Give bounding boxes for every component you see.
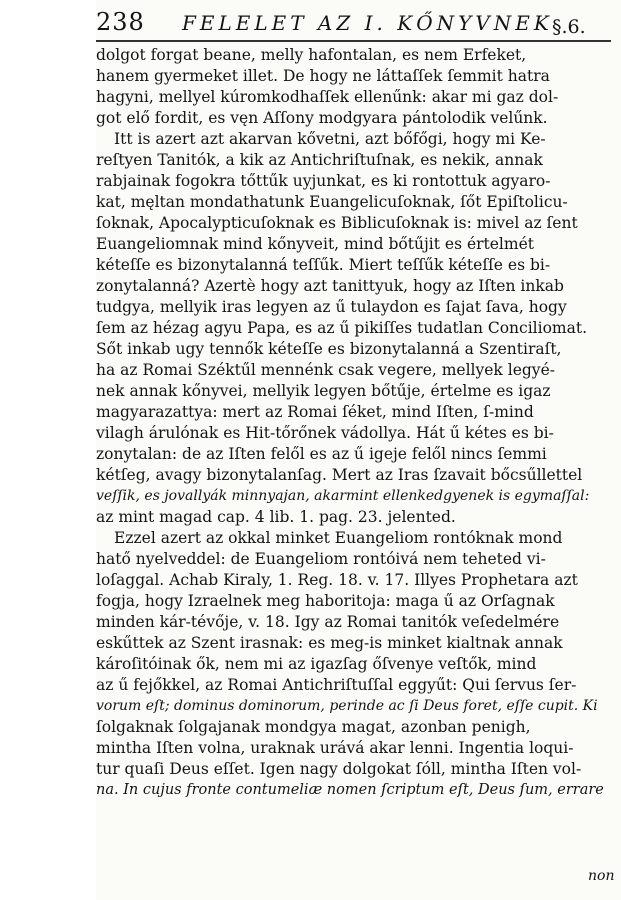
- text-line: hagyni, mellyel kúromkodhaſſek ellenűnk: akar mi gaz dol-: [96, 88, 559, 106]
- text-line: nek annak kőnyvei, mellyik legyen bőtűje, értelme es igaz: [96, 382, 551, 400]
- text-line: kat, męltan mondathatunk Euangelicuſoknak, ſőt Epiſtolicu-: [96, 193, 568, 211]
- text-line: Euangeliomnak mind kőnyveit, mind bőtűjit es értelmét: [96, 235, 534, 253]
- running-header: [96, 6, 616, 40]
- text-line: ha az Romai Széktűl mennénk csak vegere, mellyek legyé-: [96, 361, 555, 379]
- text-line: eskűttek az Szent irasnak: es meg-is minket kialtnak annak: [96, 634, 563, 652]
- text-line: got elő fordit, es vęn Aſſony modgyara pántolodik velűnk.: [96, 109, 548, 127]
- text-line: mintha Iſten volna, uraknak urává akar lenni. Ingentia loqui-: [96, 739, 574, 757]
- text-line: hatő nyelveddel: de Euangeliom rontóivá nem teheted vi-: [96, 550, 546, 568]
- text-line: vilagh árulónak es Hit-tőrőnek vádollya. Hát ű kétes es bi-: [96, 424, 554, 442]
- text-line: zonytalanná? Azertè hogy azt tanittyuk, hogy az Iſten inkab: [96, 277, 564, 295]
- text-line: minden kár-tévője, v. 18. Igy az Romai tanitók veſedelmére: [96, 613, 560, 631]
- text-line-italic: vorum eſt; dominus dominorum, perinde ac ſi Deus foret, eſſe cupit. Ki: [96, 698, 598, 714]
- text-line: hanem gyermeket illet. De hogy ne láttaſſek ſemmit hatra: [96, 67, 550, 85]
- running-title: FELELET AZ I. KŐNYVNEK: [182, 11, 553, 35]
- text-line-italic: na. In cujus fronte contumeliæ nomen ſcriptum eſt, Deus ſum, errare: [96, 782, 604, 798]
- text-line: az mint magad cap. 4 lib. 1. pag. 23. jelented.: [96, 508, 456, 526]
- text-line: loſaggal. Achab Kiraly, 1. Reg. 18. v. 17. Illyes Prophetara azt: [96, 571, 578, 589]
- text-line: magyarazattya: mert az Romai ſéket, mind Iſten, ſ-mind: [96, 403, 534, 421]
- text-line: tudgya, mellyik iras legyen az ű tulaydon es ſajat ſava, hogy: [96, 298, 567, 316]
- paragraph-start-line: Itt is azert azt akarvan kővetni, azt bőfőgi, hogy mi Ke-: [114, 130, 546, 148]
- paragraph-start-line: Ezzel azert az okkal minket Euangeliom rontóknak mond: [114, 529, 563, 547]
- text-line-italic: veſſik, es jovallyák minnyajan, akarmint ellenkedgyenek is egymaſſal:: [96, 488, 590, 504]
- text-line: rabjainak fogokra tőttűk uyjunkat, es ki rontottuk agyaro-: [96, 172, 551, 190]
- header-rule: [96, 40, 611, 42]
- section-mark: §.6.: [552, 16, 586, 38]
- text-line: ſem az hézag agyu Papa, es az ű pikiſſes tudatlan Conciliomat.: [96, 319, 588, 337]
- text-line: fogja, hogy Izraelnek meg haboritoja: maga ű az Orſagnak: [96, 592, 555, 610]
- text-line: dolgot forgat beane, melly hafontalan, es nem Erfeket,: [96, 46, 527, 64]
- page-number: 238: [96, 8, 145, 36]
- text-line: zonytalan: de az Iſten felől es az ű igeje felől nincs ſemmi: [96, 445, 547, 463]
- text-line: tur quaſi Deus eſſet. Igen nagy dolgokat ſóll, mintha Iſten vol-: [96, 760, 582, 778]
- text-line: kétſeg, avagy bizonytalanſag. Mert az Iras ſzavait bőcsűllettel: [96, 466, 583, 484]
- text-line: reſtyen Tanitók, a kik az Antichriſtuſnak, es nekik, annak: [96, 151, 543, 169]
- text-line: ſoknak, Apocalypticuſoknak es Biblicuſoknak is: mivel az ſent: [96, 214, 578, 232]
- text-line: ſolgaknak ſolgajanak mondgya magat, azonban penigh,: [96, 718, 531, 736]
- text-line: az ű fejőkkel, az Romai Antichriſtuſſal eggyűt: Qui ſervus ſer-: [96, 676, 577, 694]
- catchword: non: [588, 868, 615, 884]
- text-line: Sőt inkab ugy tennők kéteſſe es bizonytalanná a Szentiraſt,: [96, 340, 562, 358]
- page-margin: [0, 0, 96, 900]
- text-line: károſitóinak ők, nem mi az igazſag őſvenye veſtők, mind: [96, 655, 537, 673]
- body-text: [96, 45, 613, 801]
- text-line: kéteſſe es bizonytalanná teſſűk. Miert teſſűk kéteſſe es bi-: [96, 256, 551, 274]
